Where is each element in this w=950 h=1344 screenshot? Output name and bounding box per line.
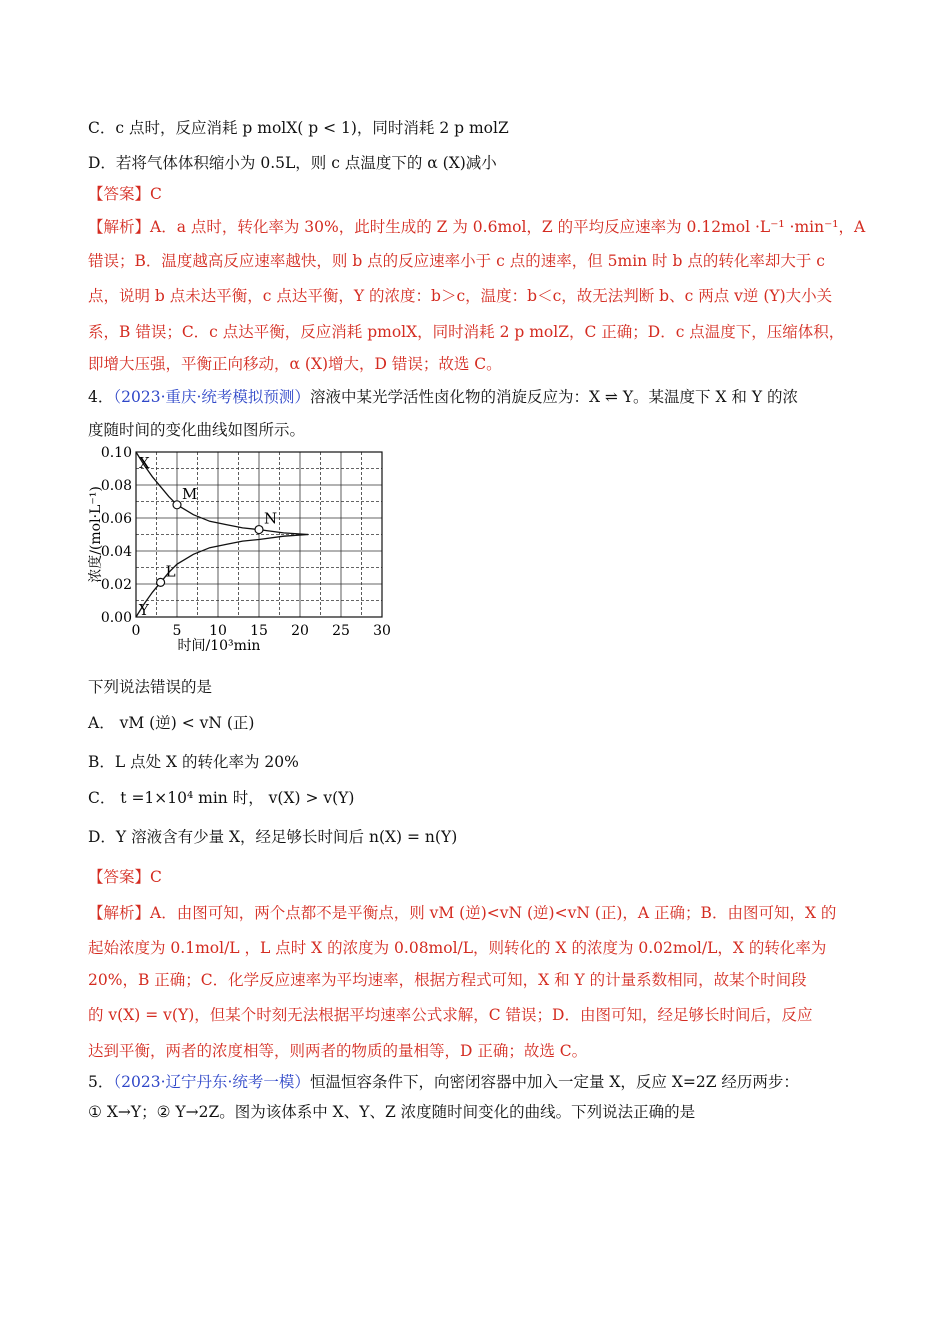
q4-option-c: C． t =1×10⁴ min 时， v(X) > v(Y) [88, 789, 355, 807]
x-tick-label: 25 [332, 623, 350, 639]
q3-analysis-line-4: 系，B 错误；C．c 点达平衡，反应消耗 pmolX，同时消耗 2 p molZ，C 正确；D．c 点温度下，压缩体积， [88, 323, 845, 341]
q3-analysis-line-1: 【解析】A．a 点时，转化率为 30%，此时生成的 Z 为 0.6mol，Z 的平均反应速率为 0.12mol ·L⁻¹ ·min⁻¹，A [88, 218, 866, 236]
q4-number: 4． [88, 388, 114, 406]
q3-option-c: C．c 点时，反应消耗 p molX( p < 1)，同时消耗 2 p molZ [88, 119, 509, 137]
q4-stem-line-2: 度随时间的变化曲线如图所示。 [88, 421, 306, 439]
x-tick-label: 10 [209, 623, 227, 639]
q4-option-b: B．L 点处 X 的转化率为 20% [88, 753, 299, 771]
q3-analysis-line-2: 错误；B．温度越高反应速率越快，则 b 点的反应速率小于 c 点的速率，但 5min 时 b 点的转化率却大于 c [88, 252, 825, 270]
y-tick-label: 0.08 [100, 478, 132, 494]
point-label-M: M [182, 484, 198, 503]
y-tick-label: 0.10 [100, 445, 132, 461]
x-tick-label: 30 [373, 623, 391, 639]
y-tick-label: 0.02 [100, 577, 132, 593]
q4-source: （2023·重庆·统考模拟预测） [113, 388, 310, 406]
q4-answer: 【答案】C [88, 868, 162, 886]
point-label-N: N [264, 509, 278, 528]
q5-number: 5． [88, 1073, 114, 1091]
q5-stem-text: 恒温恒容条件下，向密闭容器中加入一定量 X，反应 X=2Z 经历两步： [309, 1073, 799, 1091]
q4-analysis-line-3: 20%，B 正确；C．化学反应速率为平均速率，根据方程式可知，X 和 Y 的计量系数相同，故某个时间段 [88, 971, 807, 989]
q4-analysis-line-5: 达到平衡，两者的浓度相等，则两者的物质的量相等，D 正确；故选 C。 [88, 1042, 588, 1060]
series-line-X [136, 452, 308, 535]
point-L [157, 578, 165, 586]
q4-stem-line-1 [88, 386, 798, 408]
point-label-L: L [165, 562, 176, 581]
y-tick-label: 0.00 [100, 610, 132, 626]
q4-option-a: A． vM (逆) < vN (正) [88, 714, 255, 732]
series-label-X: X [139, 454, 150, 472]
q4-question: 下列说法错误的是 [88, 678, 213, 696]
q4-analysis-line-1: 【解析】A．由图可知，两个点都不是平衡点，则 vM (逆)<vN (逆)<vN (正)，A 正确；B．由图可知，X 的 [88, 904, 837, 922]
q4-analysis-line-4: 的 v(X) = v(Y)，但某个时刻无法根据平均速率公式求解，C 错误；D．由图可知，经足够长时间后，反应 [88, 1006, 813, 1024]
q3-analysis-line-3: 点，说明 b 点未达平衡，c 点达平衡，Y 的浓度：b＞c，温度：b＜c，故无法判断 b、c 两点 v逆 (Y)大小关 [88, 287, 833, 305]
q5-stem-line-1 [88, 1071, 799, 1093]
y-axis-label: 浓度/(mol·L⁻¹) [88, 486, 104, 583]
series-label-Y: Y [139, 601, 149, 619]
point-M [173, 501, 181, 509]
x-axis-label: 时间/10³min [177, 638, 261, 654]
y-tick-label: 0.06 [100, 511, 132, 527]
q3-option-d: D．若将气体体积缩小为 0.5L，则 c 点温度下的 α (X)减小 [88, 154, 497, 172]
point-N [255, 526, 263, 534]
q3-analysis-line-5: 即增大压强，平衡正向移动，α (X)增大，D 错误；故选 C。 [88, 355, 502, 373]
x-tick-label: 0 [131, 623, 141, 639]
x-tick-label: 20 [291, 623, 309, 639]
q5-source: （2023·辽宁丹东·统考一模） [113, 1073, 310, 1091]
q4-analysis-line-2: 起始浓度为 0.1mol/L ，L 点时 X 的浓度为 0.08mol/L，则转化的 X 的浓度为 0.02mol/L，X 的转化率为 [88, 939, 827, 957]
x-tick-label: 5 [172, 623, 182, 639]
x-tick-label: 15 [250, 623, 268, 639]
q5-stem-line-2: ① X→Y；② Y→2Z。图为该体系中 X、Y、Z 浓度随时间变化的曲线。下列说法正确的是 [88, 1103, 696, 1121]
series-line-Y [136, 535, 308, 618]
q4-option-d: D．Y 溶液含有少量 X，经足够长时间后 n(X) = n(Y) [88, 828, 458, 846]
y-tick-label: 0.04 [100, 544, 132, 560]
q3-answer: 【答案】C [88, 185, 162, 203]
q4-stem-text: 溶液中某光学活性卤化物的消旋反应为：X ⇌ Y。某温度下 X 和 Y 的浓 [309, 388, 799, 406]
concentration-time-chart [88, 440, 398, 665]
